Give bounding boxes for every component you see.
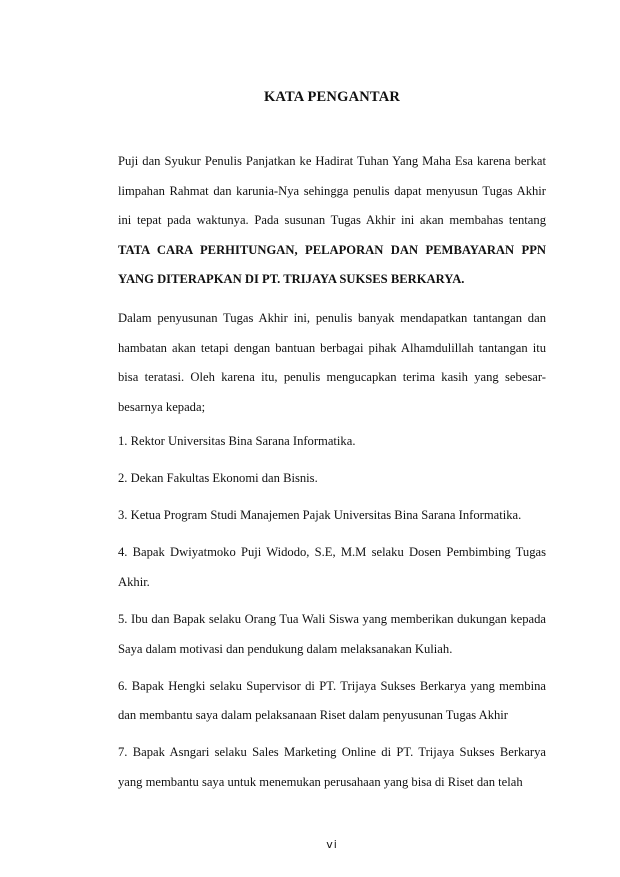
list-item: 1. Rektor Universitas Bina Sarana Informatika. bbox=[118, 434, 356, 448]
list-item: 6. Bapak Hengki selaku Supervisor di PT. Trijaya Sukses Berkarya yang membina dan membantu saya dalam pelaksanaan Riset dalam penyusunan Tugas Akhir bbox=[118, 678, 546, 723]
intro-text: Puji dan Syukur Penulis Panjatkan ke Hadirat Tuhan Yang Maha Esa karena berkat limpahan Rahmat dan karunia-Nya sehingga penulis dapat menyusun Tugas Akhir ini tepat pada waktunya. Pada susunan Tugas Akhir ini akan membahas tentang bbox=[118, 154, 546, 228]
thanks-paragraph bbox=[118, 304, 546, 422]
thanks-text: Dalam penyusunan Tugas Akhir ini, penulis banyak mendapatkan tantangan dan hambatan akan tetapi dengan bantuan berbagai pihak Alhamdulillah tantangan itu bisa teratasi. Oleh karena itu, penulis mengucapkan terima kasih yang sebesar-besarnya kepada; bbox=[118, 311, 546, 414]
list-item: 2. Dekan Fakultas Ekonomi dan Bisnis. bbox=[118, 471, 318, 486]
list-item: 5. Ibu dan Bapak selaku Orang Tua Wali Siswa yang memberikan dukungan kepada Saya dalam motivasi dan pendukung dalam melaksanakan Kuliah. bbox=[118, 611, 546, 656]
intro-paragraph bbox=[118, 147, 546, 295]
page-title: KATA PENGANTAR bbox=[263, 89, 401, 105]
list-item: 7. Bapak Asngari selaku Sales Marketing Online di PT. Trijaya Sukses Berkarya yang membantu saya untuk menemukan perusahaan yang bisa di Riset dan telah bbox=[118, 745, 546, 789]
intro-bold-topic: TATA CARA PERHITUNGAN, PELAPORAN DAN PEMBAYARAN PPN YANG DITERAPKAN DI PT. TRIJAYA SUKSES BERKARYA. bbox=[118, 242, 546, 287]
page-number: vi bbox=[326, 838, 338, 851]
acknowledgement-list bbox=[118, 427, 546, 805]
list-item: 4. Bapak Dwiyatmoko Puji Widodo, S.E, M.M selaku Dosen Pembimbing Tugas Akhir. bbox=[118, 545, 546, 589]
list-item: 3. Ketua Program Studi Manajemen Pajak Universitas Bina Sarana Informatika. bbox=[118, 508, 522, 523]
